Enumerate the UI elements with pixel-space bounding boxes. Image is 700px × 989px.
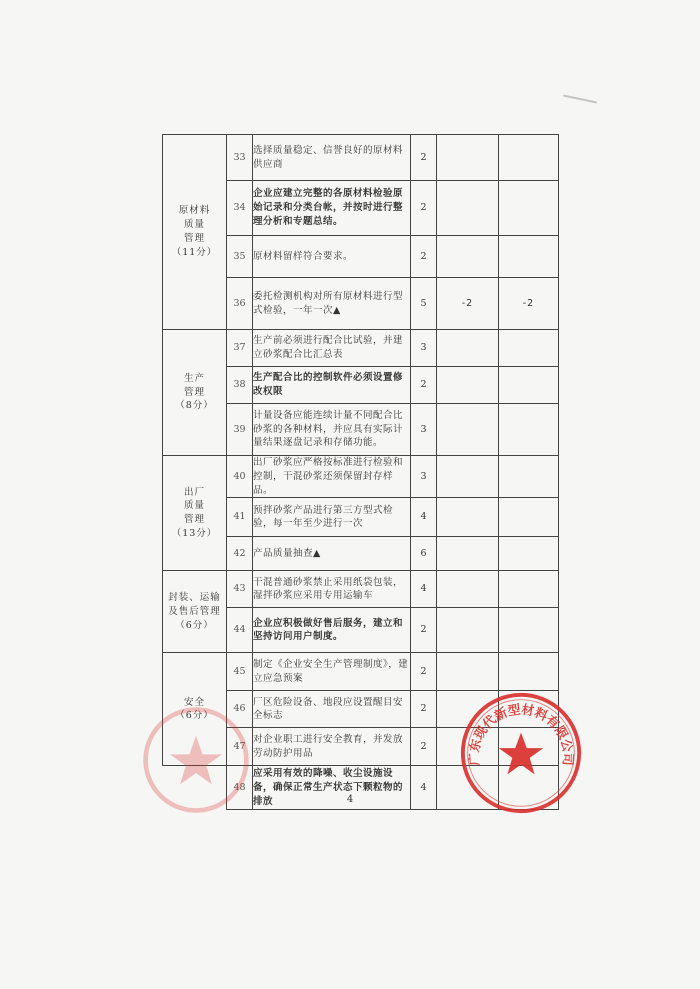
row-score: 3 [411, 330, 437, 367]
row-number: 43 [227, 571, 253, 608]
row-score: 4 [411, 498, 437, 537]
row-score: 4 [411, 571, 437, 608]
category-packaging [163, 571, 227, 653]
company-seal-stamp [458, 690, 584, 816]
row-deduction-b [499, 456, 559, 498]
row-requirement: 产品质量抽查▲ [253, 537, 411, 571]
row-deduction-b [499, 608, 559, 653]
row-deduction-a [437, 498, 499, 537]
row-score: 2 [411, 367, 437, 404]
row-requirement: 企业应积极做好售后服务，建立和坚持访问用户制度。 [253, 608, 411, 653]
category-line: 原材料 [178, 205, 211, 217]
row-requirement: 计量设备应能连续计量不同配合比砂浆的各种材料，并应具有实际计量结果逐盘记录和存储功能。 [253, 404, 411, 456]
table-row [163, 571, 559, 608]
row-number: 39 [227, 404, 253, 456]
row-score: 2 [411, 608, 437, 653]
row-requirement: 原材料留样符合要求。 [253, 236, 411, 278]
row-number: 48 [227, 766, 253, 810]
row-requirement: 对企业职工进行安全教育，并发放劳动防护用品 [253, 728, 411, 766]
row-number: 42 [227, 537, 253, 571]
row-deduction-a [437, 135, 499, 181]
table-row [163, 653, 559, 691]
category-line: （8分） [175, 400, 214, 412]
row-number: 36 [227, 278, 253, 330]
row-requirement: 生产配合比的控制软件必须设置修改权限 [253, 367, 411, 404]
row-number: 44 [227, 608, 253, 653]
category-line: 封装、运输 [168, 592, 221, 604]
row-deduction-a [437, 456, 499, 498]
row-deduction-a [437, 404, 499, 456]
row-deduction-a [437, 181, 499, 236]
row-deduction-a [437, 330, 499, 367]
row-requirement: 企业应建立完整的各原材料检验原始记录和分类台帐，并按时进行整理分析和专题总结。 [253, 181, 411, 236]
row-requirement: 选择质量稳定、信誉良好的原材料供应商 [253, 135, 411, 181]
row-score: 3 [411, 456, 437, 498]
row-deduction-b: -2 [499, 278, 559, 330]
row-deduction-b [499, 404, 559, 456]
row-deduction-b [499, 330, 559, 367]
row-number: 46 [227, 691, 253, 728]
category-line: 管理 [183, 386, 205, 398]
row-requirement: 厂区危险设备、地段应设置醒目安全标志 [253, 691, 411, 728]
row-deduction-b [499, 653, 559, 691]
table-row [163, 330, 559, 367]
category-line: 生产 [183, 372, 205, 384]
category-line: 管理 [183, 514, 205, 526]
row-score: 2 [411, 653, 437, 691]
row-requirement: 委托检测机构对所有原材料进行型式检验，一年一次▲ [253, 278, 411, 330]
row-score: 2 [411, 181, 437, 236]
row-score: 6 [411, 537, 437, 571]
category-line: （6分） [175, 619, 214, 631]
row-deduction-b [499, 181, 559, 236]
row-score: 4 [411, 766, 437, 810]
faint-seal-stamp [140, 704, 252, 816]
row-requirement: 生产前必须进行配合比试验，并建立砂浆配合比汇总表 [253, 330, 411, 367]
row-score: 5 [411, 278, 437, 330]
row-requirement: 预拌砂浆产品进行第三方型式检验，每一年至少进行一次 [253, 498, 411, 537]
row-score: 2 [411, 691, 437, 728]
table-row [163, 456, 559, 498]
row-number: 37 [227, 330, 253, 367]
category-line: 及售后管理 [168, 605, 221, 617]
seal-text: 广东现代新型材料有限公司 [466, 701, 576, 767]
row-number: 41 [227, 498, 253, 537]
row-number: 40 [227, 456, 253, 498]
category-line: （13分） [171, 527, 218, 539]
category-line: 质量 [183, 219, 205, 231]
row-score: 2 [411, 135, 437, 181]
scan-artifact-mark [563, 94, 597, 103]
row-deduction-a [437, 236, 499, 278]
row-deduction-a [437, 537, 499, 571]
category-production [163, 330, 227, 456]
category-line: 质量 [183, 500, 205, 512]
row-deduction-b [499, 367, 559, 404]
category-line: 安全 [183, 696, 205, 708]
category-line: 出厂 [183, 486, 205, 498]
row-deduction-b [499, 571, 559, 608]
row-number: 45 [227, 653, 253, 691]
row-deduction-a [437, 608, 499, 653]
row-number: 47 [227, 728, 253, 766]
row-deduction-a [437, 367, 499, 404]
row-deduction-a: -2 [437, 278, 499, 330]
row-number: 33 [227, 135, 253, 181]
row-score: 2 [411, 728, 437, 766]
row-deduction-b [499, 498, 559, 537]
row-deduction-b [499, 537, 559, 571]
row-requirement: 出厂砂浆应严格按标准进行检验和控制，干混砂浆还须保留封存样品。 [253, 456, 411, 498]
row-deduction-a [437, 571, 499, 608]
category-line: 管理 [183, 233, 205, 244]
row-deduction-b [499, 135, 559, 181]
category-line: （11分） [171, 246, 218, 258]
row-number: 34 [227, 181, 253, 236]
row-requirement: 干混普通砂浆禁止采用纸袋包装，湿拌砂浆应采用专用运输车 [253, 571, 411, 608]
table-row [163, 135, 559, 181]
category-line: （6分） [175, 710, 214, 722]
row-deduction-b [499, 236, 559, 278]
row-requirement: 制定《企业安全生产管理制度》，建立应急预案 [253, 653, 411, 691]
category-raw-material [163, 135, 227, 330]
row-deduction-a [437, 653, 499, 691]
row-requirement: 应采用有效的降噪、收尘设施设备，确保正常生产状态下颗粒物的排放 [253, 766, 411, 810]
row-score: 2 [411, 236, 437, 278]
row-number: 35 [227, 236, 253, 278]
row-number: 38 [227, 367, 253, 404]
page-number: 4 [346, 794, 354, 805]
row-score: 3 [411, 404, 437, 456]
category-factory-quality [163, 456, 227, 571]
